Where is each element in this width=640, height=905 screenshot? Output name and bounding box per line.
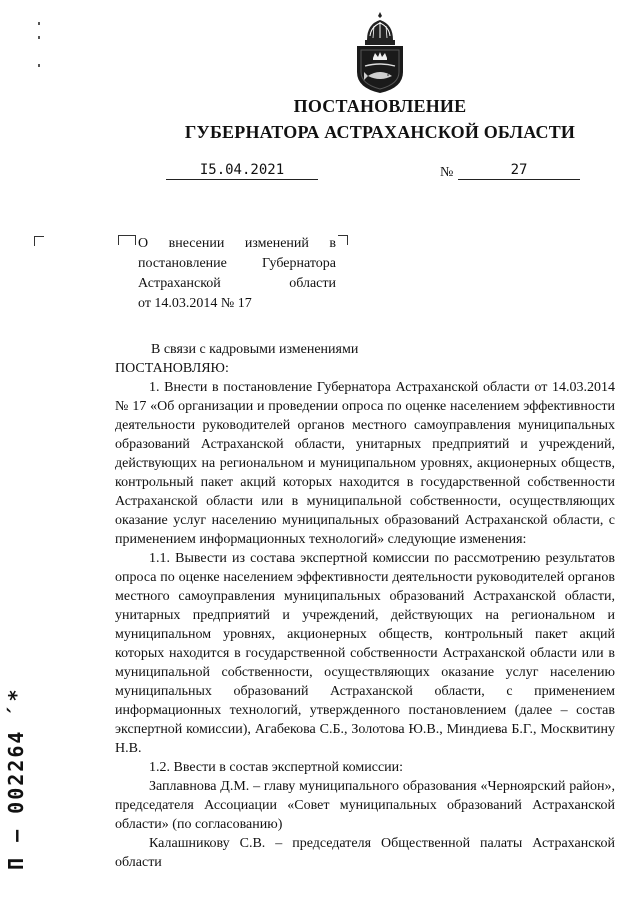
corner-bracket-left [34, 236, 44, 246]
subject-word: постановление [138, 256, 227, 271]
registration-stamp: П – 002264 ́ * [4, 687, 28, 870]
subject-word: внесении [168, 236, 225, 251]
scan-speck [38, 36, 40, 39]
scan-speck [38, 64, 40, 67]
subject-word: изменений [244, 236, 309, 251]
number-label: № [440, 165, 454, 180]
document-title: ПОСТАНОВЛЕНИЕ [293, 96, 467, 116]
paragraph-1: 1. Внести в постановление Губернатора Астраханской области от 14.03.2014 № 17 «Об организации и проведении опроса по оценке населением эффективности деятельности руководителей органов местного самоуправления муниципальных образований Астраханской области, унитарных предприятий и учреждений, действующих на региональном и муниципальном уровнях, акционерных обществ, контрольный пакет акций которых находится в государственной собственности Астраханской области или в муниципальной собственности, осуществляющих оказание услуг населению муниципальных образований Астраханской области, с применением информационных технологий» следующие изменения: [115, 380, 615, 547]
paragraph-1-2-a: Заплавнова Д.М. – главу муниципального образования «Черноярский район», председателя Ассоциации «Совет муниципальных образований Астраханской области» (по согласованию) [115, 779, 615, 832]
document-date: I5.04.2021 [166, 162, 318, 180]
paragraph-1-1: 1.1. Вывести из состава экспертной комиссии по рассмотрению результатов опроса по оценке населением эффективности деятельности руководителей органов местного самоуправления муниципальных образований Астраханской области, унитарных предприятий и учреждений, действующих на региональном и муниципальном уровнях, акционерных обществ, контрольный пакет акций которых находится в государственной собственности Астраханской области или в муниципальной собственности, осуществляющих оказание услуг населению муниципальных образований Астраханской области, с применением информационных технологий, утвержденного постановлением (далее – состав экспертной комиссии), Агабекова С.Б., Золотова Ю.В., Миндиева Б.Г., Москвитину Н.В. [115, 551, 615, 756]
subject-word: О [138, 236, 149, 251]
decree-word: ПОСТАНОВЛЯЮ: [115, 361, 229, 376]
subject-line-3 [138, 274, 336, 294]
subject-word: области [289, 276, 336, 291]
subject-word: Губернатора [261, 256, 336, 271]
subject-line-1 [138, 234, 336, 254]
issuer-title: ГУБЕРНАТОРА АСТРАХАНСКОЙ ОБЛАСТИ [184, 122, 576, 142]
subject-word: в [329, 236, 336, 251]
corner-bracket-subject-right [338, 235, 348, 245]
paragraph-1-2-b: Калашникову С.В. – председателя Общественной палаты Астраханской области [115, 836, 615, 870]
subject-line-2 [138, 254, 336, 274]
subject-line-4: от 14.03.2014 № 17 [138, 296, 252, 311]
astrakhan-coat-of-arms-icon [353, 10, 407, 94]
intro-line: В связи с кадровыми изменениями [151, 342, 359, 357]
corner-bracket-subject-mid [126, 235, 136, 245]
scan-speck [38, 22, 40, 25]
document-body [115, 340, 615, 872]
subject-block [138, 234, 336, 314]
paragraph-1-2: 1.2. Ввести в состав экспертной комиссии: [149, 760, 404, 775]
document-number: 27 [458, 162, 580, 180]
subject-word: Астраханской [138, 276, 221, 291]
